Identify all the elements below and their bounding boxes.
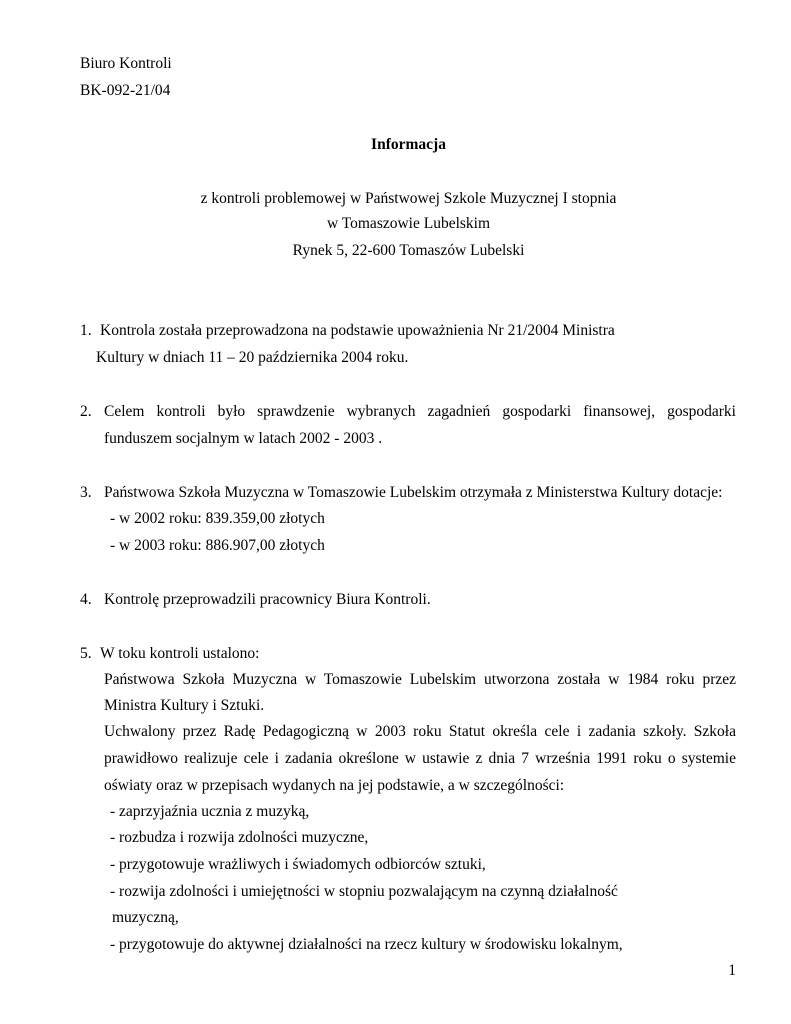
- reference-number: BK-092-21/04: [80, 82, 171, 99]
- item-2-number: 2.: [80, 403, 92, 420]
- item-3-line-1: Państwowa Szkoła Muzyczna w Tomaszowie Lubelskim otrzymała z Ministerstwa Kultury dotacje:: [104, 484, 723, 501]
- item-4-number: 4.: [80, 591, 92, 608]
- list-item-continuation: muzyczną,: [112, 909, 179, 926]
- title-subline-2: w Tomaszowie Lubelskim: [326, 215, 491, 232]
- item-2-line-1: Celem kontroli było sprawdzenie wybranych zagadnień gospodarki finansowej, gospodarki: [104, 403, 736, 420]
- item-3-subsidy-2003: - w 2003 roku: 886.907,00 złotych: [110, 537, 325, 554]
- title-subline-3: Rynek 5, 22-600 Tomaszów Lubelski: [292, 242, 525, 259]
- item-5-line-1: W toku kontroli ustalono:: [100, 645, 260, 662]
- item-5-paragraph-2-line-3: oświaty oraz w przepisach wydanych na jej podstawie, a w szczególności:: [104, 777, 565, 794]
- item-5-number: 5.: [80, 645, 92, 662]
- item-2-line-2: funduszem socjalnym w latach 2002 - 2003 .: [104, 430, 383, 447]
- list-item: - zaprzyjaźnia ucznia z muzyką,: [110, 803, 310, 820]
- item-5-paragraph-1-line-2: Ministra Kultury i Sztuki.: [104, 697, 265, 714]
- list-item: - rozwija zdolności i umiejętności w stopniu pozwalającym na czynną działalność: [110, 883, 618, 900]
- item-4-line-1: Kontrolę przeprowadzili pracownicy Biura Kontroli.: [104, 591, 431, 608]
- list-item: - przygotowuje wrażliwych i świadomych odbiorców sztuki,: [110, 856, 486, 873]
- item-5-paragraph-2-line-1: Uchwalony przez Radę Pedagogiczną w 2003 roku Statut określa cele i zadania szkoły. Szkoła: [104, 723, 736, 740]
- item-1-number: 1.: [80, 322, 92, 339]
- item-5-paragraph-1-line-1: Państwowa Szkoła Muzyczna w Tomaszowie Lubelskim utworzona została w 1984 roku przez: [104, 671, 736, 688]
- item-1-line-2: Kultury w dniach 11 – 20 października 2004 roku.: [96, 349, 409, 366]
- item-1-line-1: Kontrola została przeprowadzona na podstawie upoważnienia Nr 21/2004 Ministra: [100, 322, 615, 339]
- office-name: Biuro Kontroli: [80, 55, 172, 72]
- item-3-subsidy-2002: - w 2002 roku: 839.359,00 złotych: [110, 510, 325, 527]
- page-number: 1: [728, 962, 736, 979]
- item-5-paragraph-2-line-2: prawidłowo realizuje cele i zadania określone w ustawie z dnia 7 września 1991 roku o systemie: [104, 750, 736, 767]
- list-item: - przygotowuje do aktywnej działalności na rzecz kultury w środowisku lokalnym,: [110, 936, 623, 953]
- item-3-number: 3.: [80, 484, 92, 501]
- document-title: Informacja: [371, 136, 446, 153]
- list-item: - rozbudza i rozwija zdolności muzyczne,: [110, 829, 369, 846]
- title-subline-1: z kontroli problemowej w Państwowej Szkole Muzycznej I stopnia: [200, 190, 617, 207]
